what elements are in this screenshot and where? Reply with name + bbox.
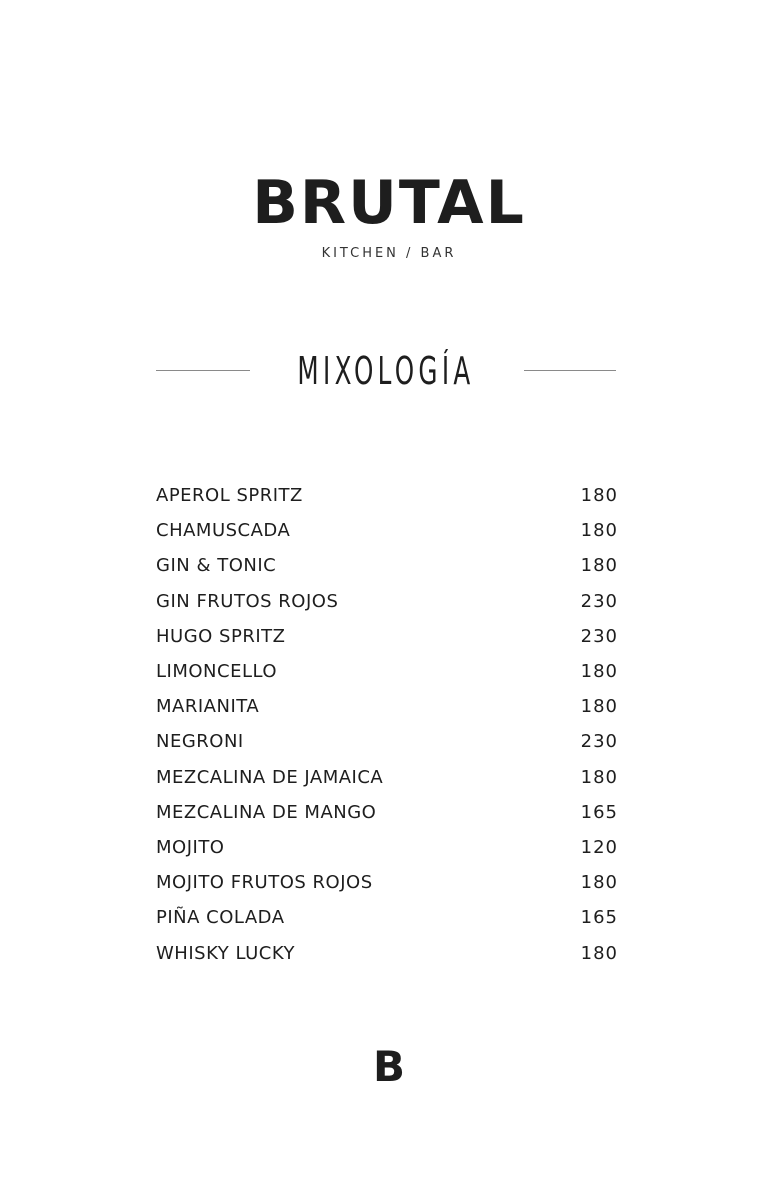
- menu-item: [156, 619, 618, 654]
- section-title: MIXOLOGÍA: [297, 349, 475, 393]
- menu-item: [156, 865, 618, 900]
- brand-header: [0, 170, 778, 261]
- item-name: MEZCALINA DE JAMAICA: [156, 766, 384, 788]
- item-price: 180: [580, 696, 618, 718]
- menu-item: [156, 795, 618, 830]
- item-price: 180: [580, 485, 618, 507]
- menu-item: [156, 935, 618, 970]
- menu-item: [156, 513, 618, 548]
- menu-item: [156, 478, 618, 513]
- section-divider-right: [524, 370, 616, 371]
- menu-item: [156, 724, 618, 759]
- item-name: MOJITO FRUTOS ROJOS: [156, 872, 373, 894]
- item-price: 180: [580, 942, 618, 964]
- section-header: [156, 346, 616, 396]
- item-price: 180: [580, 520, 618, 542]
- item-name: LIMONCELLO: [156, 661, 278, 683]
- item-name: MEZCALINA DE MANGO: [156, 801, 377, 823]
- item-price: 180: [580, 555, 618, 577]
- menu-item: [156, 584, 618, 619]
- item-name: APEROL SPRITZ: [156, 485, 303, 507]
- item-name: GIN FRUTOS ROJOS: [156, 590, 339, 612]
- item-price: 120: [580, 836, 618, 858]
- item-name: WHISKY LUCKY: [156, 942, 295, 964]
- item-name: GIN & TONIC: [156, 555, 277, 577]
- footer-logo-mark: B: [372, 1042, 405, 1091]
- brand-name: BRUTAL: [252, 168, 526, 238]
- item-price: 180: [580, 872, 618, 894]
- item-name: MARIANITA: [156, 696, 260, 718]
- menu-item: [156, 689, 618, 724]
- item-price: 230: [580, 731, 618, 753]
- item-name: CHAMUSCADA: [156, 520, 291, 542]
- menu-item: [156, 830, 618, 865]
- item-price: 230: [580, 625, 618, 647]
- item-price: 180: [580, 661, 618, 683]
- brand-tagline: KITCHEN / BAR: [321, 246, 457, 261]
- menu-item: [156, 548, 618, 583]
- item-name: HUGO SPRITZ: [156, 625, 286, 647]
- item-price: 230: [580, 590, 618, 612]
- menu-item: [156, 900, 618, 935]
- item-price: 180: [580, 766, 618, 788]
- item-price: 165: [580, 907, 618, 929]
- item-price: 165: [580, 801, 618, 823]
- menu-list: [156, 478, 618, 971]
- item-name: PIÑA COLADA: [156, 907, 285, 929]
- item-name: NEGRONI: [156, 731, 244, 753]
- menu-item: [156, 654, 618, 689]
- item-name: MOJITO: [156, 836, 225, 858]
- menu-item: [156, 760, 618, 795]
